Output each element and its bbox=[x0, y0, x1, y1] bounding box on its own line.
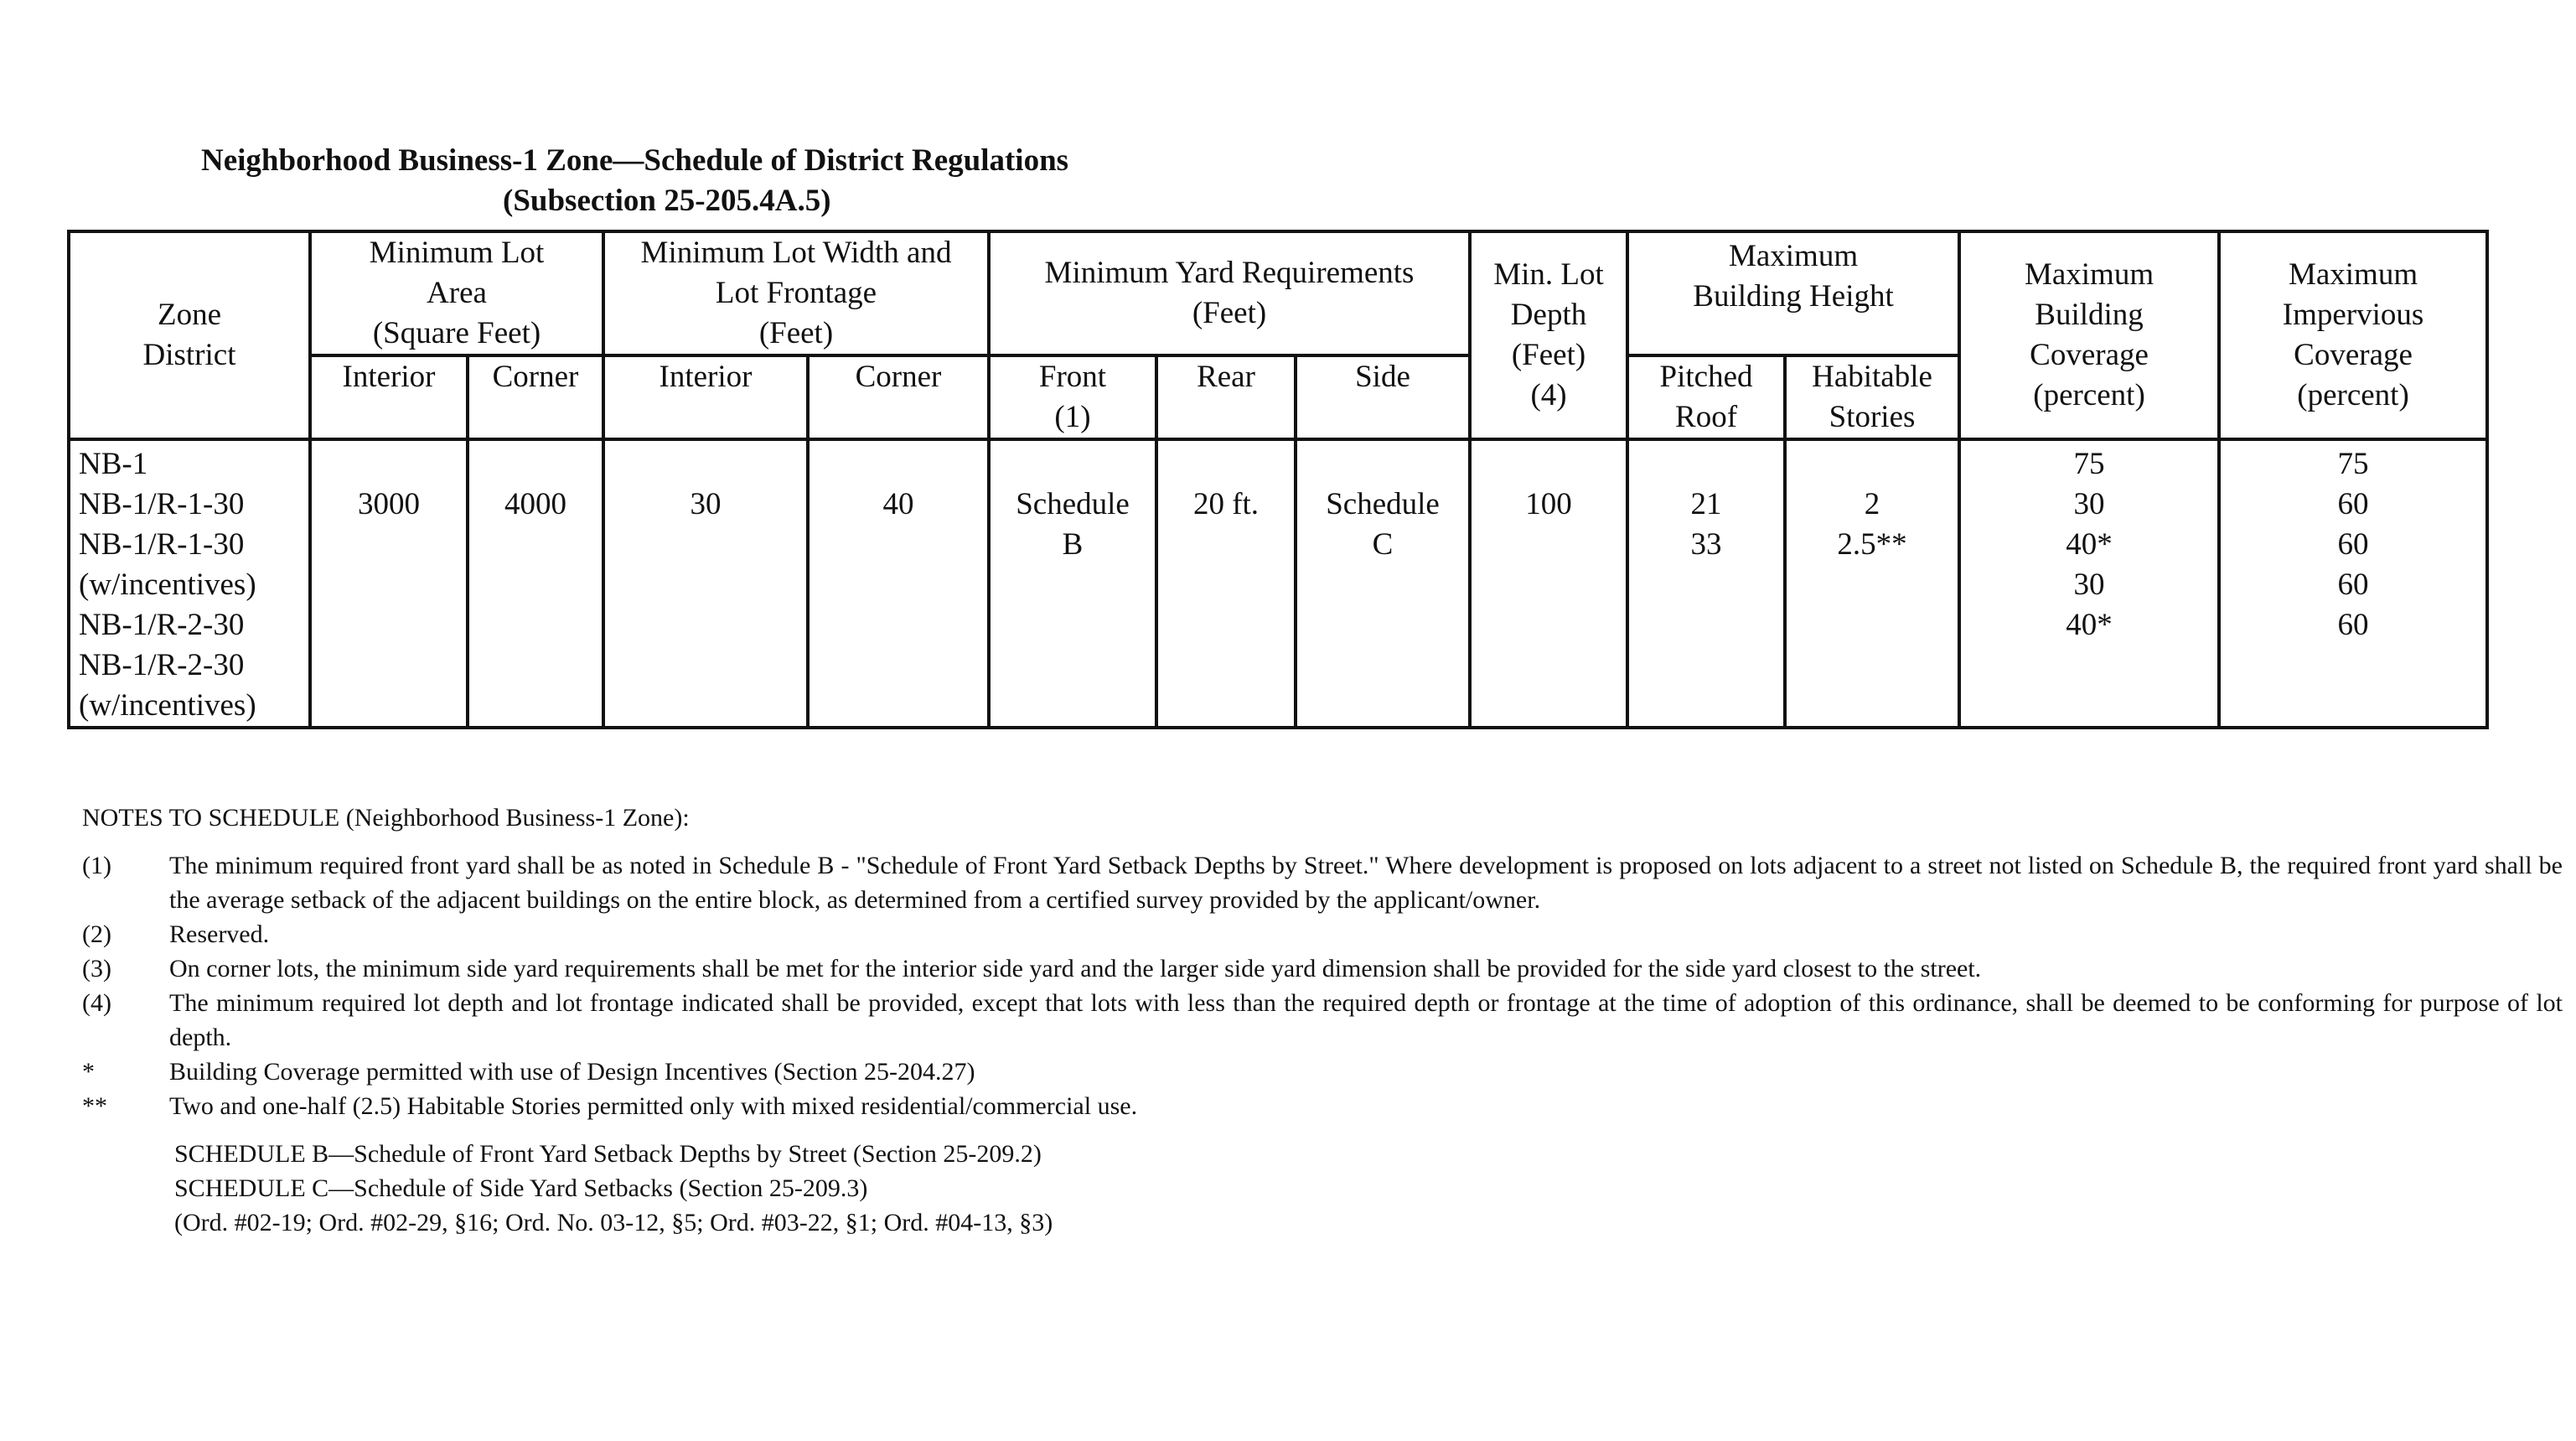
cell-building-coverage: 75 30 40* 30 40* bbox=[1959, 439, 2219, 728]
note-item bbox=[82, 986, 2563, 1055]
zone-item: NB-1/R-2-30 bbox=[79, 648, 245, 682]
note-item bbox=[82, 1055, 2563, 1089]
header-max-impervious-coverage: Maximum Impervious Coverage (percent) bbox=[2219, 231, 2487, 439]
note-text: Reserved. bbox=[169, 920, 270, 948]
header-max-building-coverage: Maximum Building Coverage (percent) bbox=[1959, 231, 2219, 439]
cell-area-interior: 3000 bbox=[310, 439, 468, 728]
district-regulations-table bbox=[67, 230, 2489, 729]
zone-item: NB-1 bbox=[79, 447, 148, 481]
header-zone-district: Zone District bbox=[69, 231, 310, 439]
header-min-lot-area: Minimum Lot Area (Square Feet) bbox=[310, 231, 603, 355]
notes-heading: NOTES TO SCHEDULE (Neighborhood Business-1 Zone): bbox=[82, 804, 690, 832]
zone-district-list bbox=[69, 439, 310, 728]
header-front-yard: Front (1) bbox=[989, 355, 1156, 439]
note-marker: (3) bbox=[82, 955, 111, 982]
cell-width-corner: 40 bbox=[808, 439, 989, 728]
header-min-lot-depth: Min. Lot Depth (Feet) (4) bbox=[1470, 231, 1627, 439]
cell-lot-depth: 100 bbox=[1470, 439, 1627, 728]
note-marker: (2) bbox=[82, 920, 111, 948]
schedule-notes bbox=[82, 801, 2563, 1240]
cell-pitched-roof: 21 33 bbox=[1627, 439, 1785, 728]
zone-item: NB-1/R-1-30 bbox=[79, 487, 245, 521]
header-area-interior: Interior bbox=[310, 355, 468, 439]
note-marker: * bbox=[82, 1058, 95, 1086]
title-line-2: (Subsection 25-205.4A.5) bbox=[503, 184, 831, 218]
document-title bbox=[201, 141, 1165, 221]
cell-width-interior: 30 bbox=[603, 439, 808, 728]
header-pitched-roof: Pitched Roof bbox=[1627, 355, 1785, 439]
cell-front-yard: Schedule B bbox=[989, 439, 1156, 728]
cell-area-corner: 4000 bbox=[468, 439, 603, 728]
cell-rear-yard: 20 ft. bbox=[1156, 439, 1296, 728]
title-line-1: Neighborhood Business-1 Zone—Schedule of District Regulations bbox=[201, 143, 1069, 178]
note-text: On corner lots, the minimum side yard requirements shall be met for the interior side yard and the larger side yard dimension shall be provided for the side yard closest to the street. bbox=[169, 955, 1982, 982]
zone-item: (w/incentives) bbox=[79, 568, 256, 602]
note-item bbox=[82, 1089, 2563, 1123]
header-side-yard: Side bbox=[1296, 355, 1470, 439]
zone-item: NB-1/R-2-30 bbox=[79, 608, 245, 642]
note-text: The minimum required front yard shall be as noted in Schedule B - "Schedule of Front Yard Setback Depths by Street." Where development is proposed on lots adjacent to a street not listed on Schedule B, the required front yard shall be the average setback of the adjacent buildings on the entire block, as determined from a certified survey provided by the applicant/owner. bbox=[169, 852, 2563, 914]
header-width-corner: Corner bbox=[808, 355, 989, 439]
note-text: Building Coverage permitted with use of Design Incentives (Section 25-204.27) bbox=[169, 1058, 975, 1086]
note-item bbox=[82, 917, 2563, 951]
note-text: The minimum required lot depth and lot frontage indicated shall be provided, except that lots with less than the required depth or frontage at the time of adoption of this ordinance, shall be deemed to be conforming for purpose of lot depth. bbox=[169, 989, 2563, 1051]
note-item bbox=[82, 951, 2563, 986]
note-marker: (4) bbox=[82, 989, 111, 1017]
header-min-yard: Minimum Yard Requirements (Feet) bbox=[989, 231, 1470, 355]
header-min-lot-width: Minimum Lot Width and Lot Frontage (Feet) bbox=[603, 231, 989, 355]
schedule-references bbox=[82, 1137, 2563, 1240]
note-item bbox=[82, 848, 2563, 917]
note-text: Two and one-half (2.5) Habitable Stories permitted only with mixed residential/commercial use. bbox=[169, 1092, 1138, 1120]
schedule-b-reference: SCHEDULE B—Schedule of Front Yard Setback Depths by Street (Section 25-209.2) bbox=[174, 1140, 1042, 1168]
header-area-corner: Corner bbox=[468, 355, 603, 439]
note-marker: ** bbox=[82, 1092, 107, 1120]
cell-side-yard: Schedule C bbox=[1296, 439, 1470, 728]
zone-item: (w/incentives) bbox=[79, 688, 256, 723]
header-max-height: Maximum Building Height bbox=[1627, 231, 1959, 355]
header-habitable-stories: Habitable Stories bbox=[1785, 355, 1959, 439]
zone-item: NB-1/R-1-30 bbox=[79, 527, 245, 562]
cell-impervious-coverage: 75 60 60 60 60 bbox=[2219, 439, 2487, 728]
ordinance-citations: (Ord. #02-19; Ord. #02-29, §16; Ord. No. 03-12, §5; Ord. #03-22, §1; Ord. #04-13, §3) bbox=[174, 1209, 1053, 1236]
schedule-c-reference: SCHEDULE C—Schedule of Side Yard Setbacks (Section 25-209.3) bbox=[174, 1174, 868, 1202]
note-marker: (1) bbox=[82, 852, 111, 879]
header-rear-yard: Rear bbox=[1156, 355, 1296, 439]
cell-habitable-stories: 2 2.5** bbox=[1785, 439, 1959, 728]
header-width-interior: Interior bbox=[603, 355, 808, 439]
